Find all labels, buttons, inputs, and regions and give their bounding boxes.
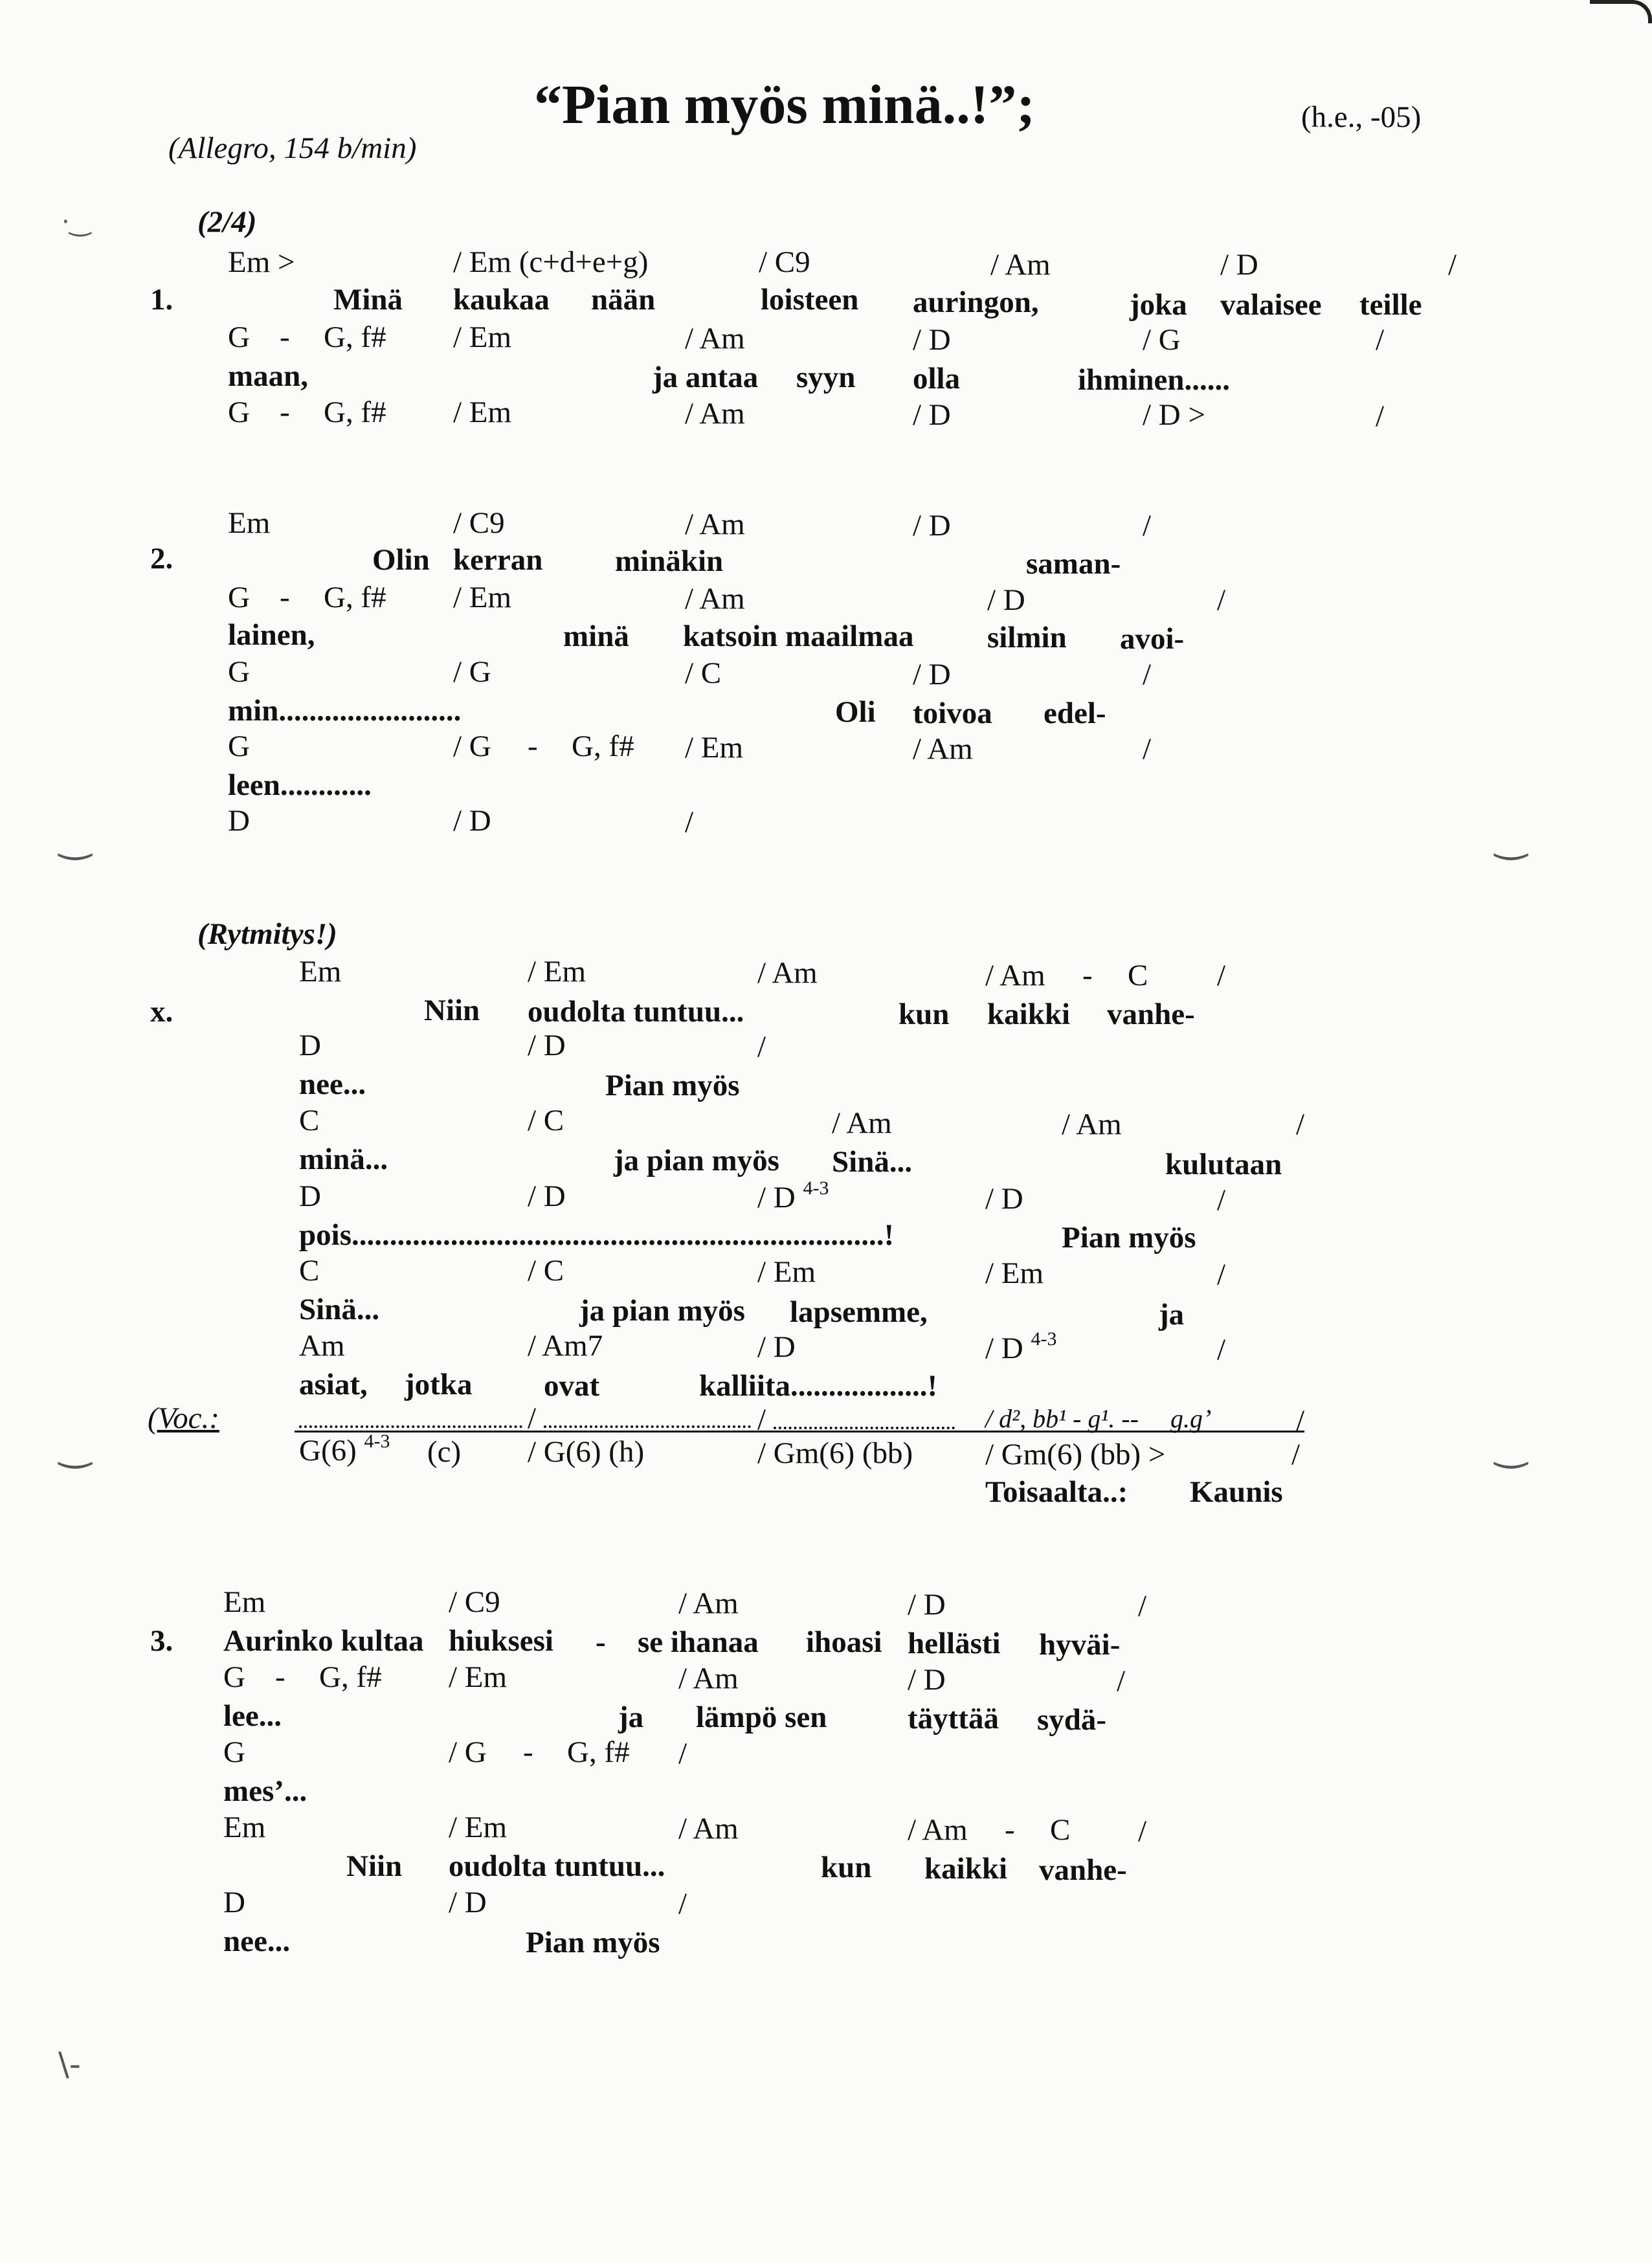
- chord: (c): [427, 1435, 462, 1469]
- lyric: kaikki: [924, 1852, 1008, 1886]
- lyric: nee...: [299, 1067, 366, 1101]
- lyric: kaukaa: [453, 283, 550, 317]
- bar-line: /: [678, 1737, 687, 1770]
- lyric: kaikki: [987, 998, 1071, 1031]
- chord: / Em: [528, 955, 586, 988]
- chord: / Am: [678, 1662, 739, 1695]
- lyric: leen............: [228, 768, 372, 802]
- chord: / D: [1220, 248, 1258, 282]
- chord-dash: -: [280, 320, 290, 354]
- chord: / Em (c+d+e+g): [453, 245, 649, 279]
- lyric: hiuksesi: [449, 1624, 553, 1658]
- lyric: mes’...: [223, 1774, 307, 1808]
- chord: / C: [528, 1104, 564, 1137]
- chord: / G: [1143, 323, 1181, 357]
- vocal-label: (Voc.:: [148, 1401, 219, 1435]
- chord: / D: [757, 1330, 796, 1364]
- chord: / C: [528, 1254, 564, 1288]
- lyric: valaisee: [1220, 288, 1322, 322]
- tempo-marking: (Allegro, 154 b/min): [168, 131, 417, 165]
- chord: / D: [908, 1588, 946, 1622]
- chord: G, f#: [319, 1660, 382, 1694]
- chord: C: [299, 1104, 320, 1137]
- chord: / Em: [685, 731, 744, 764]
- chord: / Am: [985, 959, 1045, 992]
- chord: / Am: [913, 732, 973, 766]
- chord: / D: [908, 1663, 946, 1697]
- chord: Am: [299, 1329, 345, 1363]
- chord: G, f#: [324, 396, 386, 429]
- chord: / C9: [759, 245, 810, 279]
- chord: / Em: [453, 396, 512, 429]
- chord-dash: -: [280, 396, 290, 429]
- lyric: Sinä...: [832, 1145, 913, 1179]
- chord: / Am: [685, 582, 745, 616]
- chord: / Am: [1062, 1108, 1122, 1141]
- lyric: Pian myös: [526, 1926, 660, 1959]
- lyric: teille: [1359, 288, 1422, 322]
- chord: G: [228, 396, 250, 429]
- bar-line: /: [1117, 1664, 1126, 1698]
- chord: / Am: [685, 397, 745, 430]
- vocal-bar: /: [528, 1401, 537, 1435]
- chord: D: [299, 1179, 321, 1213]
- bar-line: /: [757, 1030, 766, 1064]
- lyric: Toisaalta..:: [985, 1475, 1128, 1509]
- chord: G: [223, 1735, 245, 1769]
- bar-line: /: [1217, 1183, 1226, 1217]
- lyric: sydä-: [1037, 1703, 1107, 1737]
- bar-line: /: [1291, 1438, 1300, 1471]
- lyric: auringon,: [913, 285, 1039, 319]
- vocal-dotted-line: [299, 1425, 522, 1428]
- bar-line: /: [1143, 658, 1152, 691]
- lyric: Olin: [372, 543, 430, 577]
- lyric: ja pian myös: [579, 1294, 745, 1328]
- chord: / D: [449, 1886, 487, 1919]
- chord: / Am: [678, 1587, 739, 1620]
- vocal-dotted-line: [774, 1427, 955, 1429]
- bar-line: /: [1217, 959, 1226, 992]
- lyric: jotka: [405, 1368, 473, 1401]
- chord: G: [223, 1660, 245, 1694]
- lyric: loisteen: [761, 283, 859, 317]
- vocal-underline: [295, 1431, 1304, 1432]
- verse-number: 3.: [150, 1624, 173, 1658]
- vocal-notes: / d², bb¹ - g¹. --: [985, 1404, 1139, 1433]
- chord: / Em: [453, 581, 512, 614]
- chord: / D: [985, 1182, 1023, 1216]
- chord-dash: -: [528, 730, 538, 763]
- chord: / C: [685, 656, 722, 690]
- chord: / Am: [757, 956, 818, 990]
- bar-line: /: [1138, 1814, 1147, 1848]
- lyric: pois......................................................................!: [299, 1218, 895, 1252]
- lyric: Pian myös: [605, 1069, 740, 1102]
- verse-number: 1.: [150, 283, 173, 317]
- chord: / D: [453, 804, 491, 838]
- chord-dash: -: [1005, 1813, 1015, 1847]
- chord: / D: [913, 323, 951, 357]
- bar-line: /: [1217, 1258, 1226, 1291]
- chord: / D: [528, 1029, 566, 1062]
- chord: / G(6) (h): [528, 1435, 645, 1469]
- chord: / D >: [1143, 398, 1206, 432]
- chord: / D: [913, 658, 951, 691]
- chord: Em: [228, 506, 271, 540]
- bar-line: /: [1143, 732, 1152, 766]
- chord: / D: [913, 398, 951, 432]
- lyric: ja pian myös: [614, 1144, 779, 1177]
- chord: G, f#: [572, 730, 634, 763]
- chord: D: [228, 804, 250, 838]
- chord-dash: -: [280, 581, 290, 614]
- lyric: se ihanaa: [638, 1625, 759, 1659]
- lyric: Niin: [424, 994, 480, 1027]
- lyric: minä...: [299, 1143, 388, 1176]
- scan-mark: ‿: [1495, 816, 1527, 861]
- chord-dash: -: [275, 1660, 285, 1694]
- chord: / Em: [449, 1660, 508, 1694]
- lyric: hellästi: [908, 1627, 1001, 1660]
- chord: C: [1128, 959, 1148, 992]
- chord: C: [299, 1254, 320, 1288]
- lyric: nee...: [223, 1924, 291, 1958]
- bar-line: /: [685, 805, 694, 839]
- chord: Em: [299, 955, 342, 988]
- chord: Em: [223, 1811, 266, 1844]
- chord: / Gm(6) (bb) >: [985, 1438, 1166, 1471]
- chord-dash: -: [1082, 959, 1093, 992]
- chord: / Am: [908, 1813, 968, 1847]
- vocal-notes: g.g’: [1170, 1404, 1212, 1433]
- chord: / C9: [449, 1585, 500, 1619]
- lyric: hyväi-: [1039, 1628, 1121, 1662]
- lyric: Aurinko kultaa: [223, 1624, 424, 1658]
- chord: / Am7: [528, 1329, 603, 1363]
- verse-number: 2.: [150, 542, 173, 575]
- chord: C: [1050, 1813, 1071, 1847]
- lyric: nään: [591, 283, 656, 317]
- lyric: Niin: [346, 1849, 403, 1883]
- lyric: kerran: [453, 543, 543, 577]
- lyric: lämpö sen: [696, 1700, 827, 1734]
- lyric: Kaunis: [1190, 1475, 1283, 1509]
- lyric: oudolta tuntuu...: [449, 1849, 665, 1883]
- chord: / D: [913, 509, 951, 542]
- lyric: edel-: [1044, 697, 1106, 730]
- vocal-bar: /: [757, 1403, 766, 1436]
- lyric: katsoin maailmaa: [683, 619, 914, 653]
- chord: / Am: [832, 1106, 892, 1140]
- chord: G: [228, 581, 250, 614]
- lyric: lee...: [223, 1699, 282, 1733]
- song-title: “Pian myös minä..!”;: [534, 73, 1035, 135]
- lyric: kun: [899, 998, 950, 1031]
- chord: / Am: [685, 322, 745, 355]
- lyric: syyn: [796, 361, 856, 394]
- lyric: lapsemme,: [790, 1295, 928, 1329]
- chord: / Am: [685, 507, 745, 541]
- chord: / Em: [453, 320, 512, 354]
- lyric: ihoasi: [806, 1625, 882, 1659]
- lyric: joka: [1130, 288, 1187, 322]
- lyric: maan,: [228, 359, 309, 393]
- author-note: (h.e., -05): [1301, 100, 1422, 134]
- chord: / G: [453, 730, 491, 763]
- chord: / G: [449, 1735, 487, 1769]
- chord: G(6) $^{4-3}$: [299, 1431, 390, 1467]
- chord: / Em: [985, 1256, 1044, 1290]
- lyric: ja: [1159, 1298, 1185, 1332]
- bar-line: /: [678, 1887, 687, 1921]
- scan-mark: ‿: [1495, 1424, 1527, 1469]
- lyric: avoi-: [1120, 622, 1185, 656]
- chord: D: [299, 1029, 321, 1062]
- chord: / Am: [678, 1812, 739, 1845]
- vocal-dotted-line: [544, 1425, 751, 1428]
- chord: / D: [987, 583, 1025, 617]
- scan-mark: ·‿: [61, 207, 91, 237]
- lyric: ja: [618, 1700, 644, 1734]
- chord: / Em: [449, 1811, 508, 1844]
- lyric: silmin: [987, 621, 1067, 654]
- lyric: Oli: [835, 695, 876, 729]
- chord: G: [228, 320, 250, 354]
- chord: Em: [223, 1585, 266, 1619]
- lyric: Minä: [333, 283, 403, 317]
- lyric: kulutaan: [1165, 1148, 1282, 1181]
- chord: / D $^{4-3}$: [985, 1328, 1057, 1365]
- lyric: toivoa: [913, 697, 992, 730]
- chord: / Em: [757, 1255, 816, 1289]
- scan-mark: ‿: [60, 816, 91, 861]
- bar-line: /: [1296, 1108, 1305, 1141]
- time-signature: (2/4): [197, 205, 257, 239]
- lyric: minä: [563, 619, 629, 653]
- lyric: saman-: [1026, 547, 1121, 581]
- chord: Em >: [228, 245, 295, 279]
- lyric: kalliita..................!: [699, 1369, 938, 1403]
- lyric: ovat: [544, 1369, 600, 1403]
- bar-line: /: [1376, 323, 1385, 357]
- lyric: min........................: [228, 694, 462, 728]
- lyric: -: [596, 1625, 606, 1659]
- section-label: (Rytmitys!): [197, 917, 337, 951]
- lyric: vanhe-: [1107, 998, 1195, 1031]
- lyric: minäkin: [615, 544, 724, 578]
- bar-line: /: [1217, 583, 1226, 617]
- chord: G: [228, 655, 250, 689]
- lyric: lainen,: [228, 618, 315, 652]
- bar-line: /: [1376, 399, 1385, 433]
- lyric: Sinä...: [299, 1293, 380, 1326]
- lyric: kun: [821, 1851, 872, 1884]
- chorus-number: x.: [150, 995, 173, 1029]
- scan-mark: ‿: [60, 1424, 91, 1469]
- lyric: vanhe-: [1039, 1853, 1127, 1887]
- chord: G, f#: [324, 320, 386, 354]
- lyric: Pian myös: [1062, 1221, 1196, 1254]
- chord: G, f#: [567, 1735, 630, 1769]
- bar-line: /: [1448, 248, 1457, 282]
- vocal-bar: /: [1296, 1404, 1305, 1438]
- lyric: täyttää: [908, 1702, 999, 1735]
- chord: / G: [453, 655, 491, 689]
- lyric: ja antaa: [653, 361, 759, 394]
- chord: / C9: [453, 506, 505, 540]
- chord-dash: -: [523, 1735, 533, 1769]
- chord: / Gm(6) (bb): [757, 1436, 913, 1470]
- page-corner-mark: [1590, 0, 1652, 23]
- chord: D: [223, 1886, 245, 1919]
- bar-line: /: [1138, 1589, 1147, 1623]
- lyric: olla: [913, 362, 961, 396]
- bar-line: /: [1217, 1333, 1226, 1366]
- chord: / Am: [990, 248, 1051, 282]
- chord: / D: [528, 1179, 566, 1213]
- lyric: asiat,: [299, 1368, 368, 1401]
- bar-line: /: [1143, 509, 1152, 542]
- lyric: oudolta tuntuu...: [528, 995, 744, 1029]
- lyric: ihminen......: [1078, 363, 1231, 397]
- chord: / D $^{4-3}$: [757, 1177, 829, 1214]
- chord: G, f#: [324, 581, 386, 614]
- scan-mark: \-: [58, 2046, 81, 2083]
- chord: G: [228, 730, 250, 763]
